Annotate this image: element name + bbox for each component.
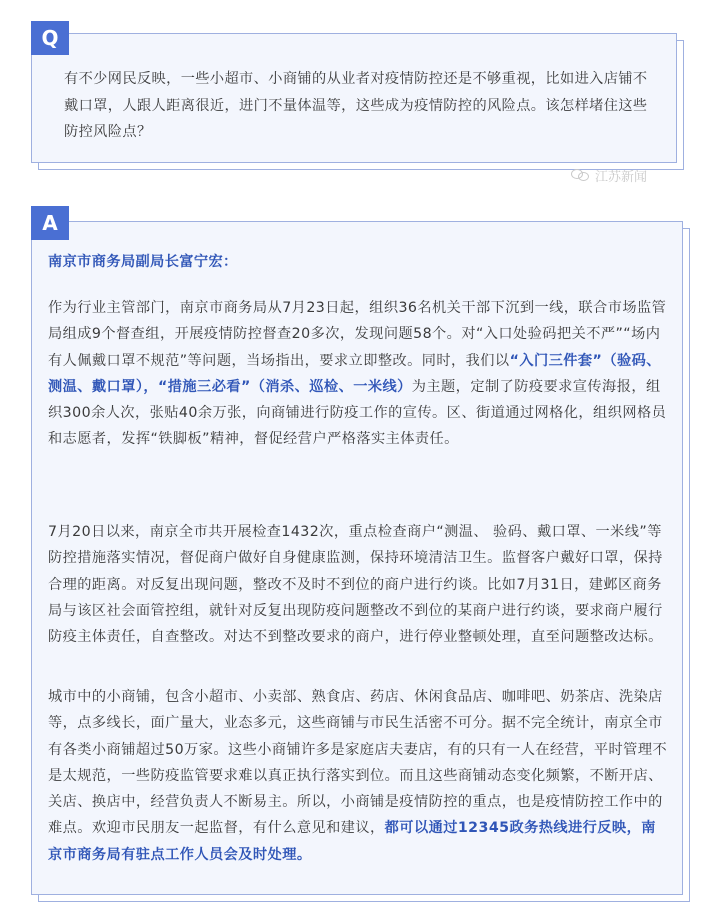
paragraph-1-highlight: “入门三件套”（验码、测温、戴口罩），“措施三必看”（消杀、巡检、一米线） — [48, 352, 661, 395]
answer-badge: A — [31, 206, 69, 240]
paragraph-1-text-b: 为主题，定制了防疫要求宣传海报，组织300余人次，张贴40余万张，向商铺进行防疫工作的宣传。区、街道通过网格化，组织网格员和志愿者，发挥“铁脚板”精神，督促经营户严格落实主体责任。 — [48, 378, 667, 448]
watermark-text: 江苏新闻 — [595, 169, 648, 185]
answer-paragraph-3 — [48, 684, 668, 868]
wechat-icon — [571, 168, 591, 182]
watermark — [571, 163, 647, 187]
speaker-name: 南京市商务局副局长富宁宏： — [48, 254, 238, 270]
question-badge: Q — [31, 21, 69, 55]
answer-paragraph-2: 7月20日以来，南京全市共开展检查1432次，重点检查商户“测温、 验码、戴口罩、一米线”等防控措施落实情况，督促商户做好自身健康监测，保持环境清洁卫生。监督客户戴好口罩，保持合理的距离。对反复出现问题，整改不及时不到位的商户进行约谈。比如7月31日，建邺区商务局与该区社会面管控组，就针对反复出现防疫问题整改不到位的某商户进行约谈，要求商户履行防疫主体责任，自查整改。对达不到整改要求的商户，进行停业整顿处理，直至问题整改达标。 — [48, 524, 663, 646]
answer-paragraph-1 — [48, 295, 668, 453]
question-text: 有不少网民反映，一些小超市、小商铺的从业者对疫情防控还是不够重视，比如进入店铺不戴口罩，人跟人距离很近，进门不量体温等，这些成为疫情防控的风险点。该怎样堵住这些防控风险点？ — [64, 71, 648, 140]
paragraph-1-text-a: 作为行业主管部门，南京市商务局从7月23日起，组织36名机关干部下沉到一线，联合市场监管局组成9个督查组，开展疫情防控督查20多次，发现问题58个。对“入口处验码把关不严”“场内有人佩戴口罩不规范”等问题，当场指出，要求立即整改。同时，我们以 — [48, 300, 667, 369]
paragraph-3-highlight: 都可以通过12345政务热线进行反映，南京市商务局有驻点工作人员会及时处理。 — [48, 820, 656, 863]
paragraph-3-text: 城市中的小商铺，包含小超市、小卖部、熟食店、药店、休闲食品店、咖啡吧、奶茶店、洗染店等，点多线长，面广量大，业态多元，这些商铺与市民生活密不可分。据不完全统计，南京全市有各类小商铺超过50万家。这些小商铺许多是家庭店夫妻店，有的只有一人在经营，平时管理不是太规范，一些防疫监管要求难以真正执行落实到位。而且这些商铺动态变化频繁，不断开店、关店、换店中，经营负责人不断易主。所以，小商铺是疫情防控的重点，也是疫情防控工作中的难点。欢迎市民朋友一起监督，有什么意见和建议， — [48, 689, 668, 837]
